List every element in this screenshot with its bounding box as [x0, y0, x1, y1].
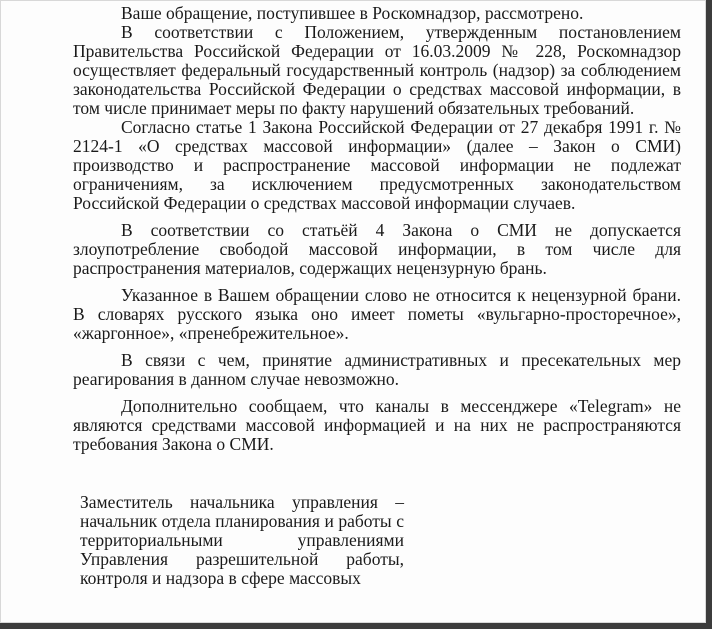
paragraph-word-assessment: Указанное в Вашем обращении слово не относится к нецензурной брани. В словарях русского языка оно имеет пометы «вульгарно-просторечное», «жаргонное», «пренебрежительное». — [73, 285, 681, 343]
letter-body — [73, 4, 681, 454]
paragraph-regulation: В соответствии с Положением, утвержденным постановлением Правительства Российской Федерации от 16.03.2009 № 228, Роскомнадзор осуществляет федеральный государственный контроль (надзор) за соблюдением законодательства Российской Федерации о средствах массовой информации, в том числе принимает меры по факту нарушений обязательных требований. — [73, 22, 681, 118]
paragraph-reviewed: Ваше обращение, поступившее в Роскомнадзор, рассмотрено. — [121, 3, 584, 23]
paragraph-article-4: В соответствии со статьёй 4 Закона о СМИ не допускается злоупотребление свободой массовой информации, в том числе для распространения материалов, содержащих нецензурную брань. — [73, 220, 681, 278]
paragraph-conclusion: В связи с чем, принятие административных и пресекательных мер реагирования в данном случае невозможно. — [73, 350, 681, 389]
signature-title: Заместитель начальника управления – начальник отдела планирования и работы с территориальными управлениями Управления разрешительной работы, контроля и надзора в сфере массовых — [80, 492, 404, 588]
paragraph-media-law: Согласно статье 1 Закона Российской Федерации от 27 декабря 1991 г. № 2124-1 «О средствах массовой информации» (далее – Закон о СМИ) производство и распространение массовой информации не подлежат ограничениям, за исключением предусмотренных законодательством Российской Федерации о средствах массовой информации случаев. — [73, 117, 681, 213]
paragraph-telegram: Дополнительно сообщаем, что каналы в мессенджере «Telegram» не являются средствами массовой информацией и на них не распространяются требования Закона о СМИ. — [73, 396, 681, 454]
